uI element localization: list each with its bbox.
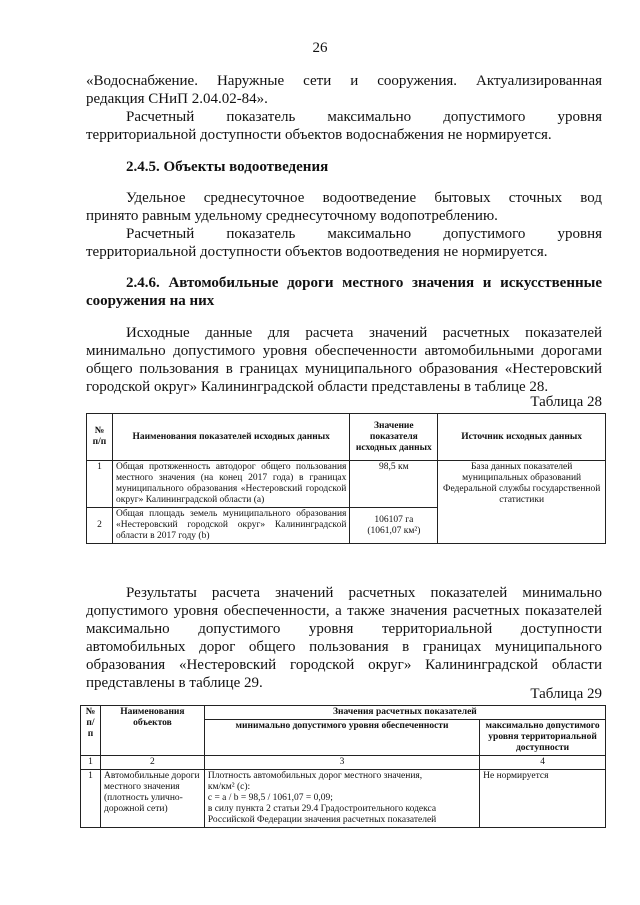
text-line: Расчетный показатель максимально допустимого уровня: [126, 109, 602, 125]
header-num: № п/п: [81, 706, 101, 756]
section-heading-2-4-6: [86, 274, 602, 310]
header-name: Наименования показателей исходных данных: [112, 414, 349, 461]
table-row: [81, 770, 606, 828]
section-heading-2-4-5: 2.4.5. Объекты водоотведения: [126, 159, 329, 175]
header-source: Источник исходных данных: [438, 414, 606, 461]
column-number-row: [81, 756, 606, 770]
cell-name: Общая протяженность автодорог общего пользования местного значения (на конец 2017 года) в границах муниципального образования «Нестеровский городской округ» Калининградской области (a): [112, 461, 349, 508]
col-number: 2: [100, 756, 204, 770]
cell-min-level: [204, 770, 479, 828]
table-header-row: [81, 706, 606, 720]
table-header-row: [87, 414, 606, 461]
min-line: км/км² (c):: [207, 782, 251, 792]
header-value: Значение показателя исходных данных: [350, 414, 438, 461]
text-line: Удельное среднесуточное водоотведение бытовых сточных вод: [126, 190, 602, 206]
cell-value: 98,5 км: [350, 461, 438, 508]
cell-num: 1: [81, 770, 101, 828]
text-line: «Водоснабжение. Наружные сети и сооружения. Актуализированная: [86, 73, 602, 89]
paragraph-table28-intro: Исходные данные для расчета значений расчетных показателей минимально допустимого уровня обеспеченности автомобильными дорогами общего пользования в границах муниципального образования «Нестеровский городской округ» Калининградской области представлены в таблице 28.: [86, 325, 602, 395]
cell-name: Общая площадь земель муниципального образования «Нестеровский городской округ» Калининградской области в 2017 году (b): [112, 508, 349, 544]
min-line: c = a / b = 98,5 / 1061,07 = 0,09;: [207, 793, 333, 803]
cell-value: [350, 508, 438, 544]
page-number: 26: [312, 40, 328, 56]
header-values-group: Значения расчетных показателей: [204, 706, 605, 720]
cell-num: 1: [87, 461, 113, 508]
text-line: территориальной доступности объектов водоотведения не нормируется.: [86, 244, 548, 260]
col-number: 1: [81, 756, 101, 770]
text-line: редакция СНиП 2.04.02-84».: [86, 91, 268, 107]
min-line: Плотность автомобильных дорог местного значения,: [207, 771, 423, 781]
heading-line: сооружения на них: [86, 293, 215, 309]
min-line: Российской Федерации значения расчетных показателей: [207, 815, 437, 825]
col-number: 3: [204, 756, 479, 770]
cell-source: База данных показателей муниципальных образований Федеральной службы государственной статистики: [438, 461, 606, 544]
header-name: Наименования объектов: [100, 706, 204, 756]
cell-name: Автомобильные дороги местного значения (плотность улично-дорожной сети): [100, 770, 204, 828]
text-line: принято равным удельному среднесуточному водопотреблению.: [86, 208, 498, 224]
col-number: 4: [480, 756, 606, 770]
cell-num: 2: [87, 508, 113, 544]
text-line: территориальной доступности объектов водоснабжения не нормируется.: [86, 127, 552, 143]
table-row: [87, 461, 606, 508]
table-29: [80, 705, 606, 828]
min-line: в силу пункта 2 статьи 29.4 Градостроительного кодекса: [207, 804, 437, 814]
paragraph-water-supply-norm: [86, 72, 602, 108]
table28-caption: Таблица 28: [530, 394, 602, 410]
header-min-level: минимально допустимого уровня обеспеченности: [204, 720, 479, 756]
paragraph-table29-intro: Результаты расчета значений расчетных показателей минимально допустимого уровня обеспеченности, а также значения расчетных показателей максимально допустимого уровня территориальной доступности автомобильных дорог общего пользования в границах муниципального образования «Нестеровский городской округ» Калининградской области представлены в таблице 29.: [86, 585, 602, 691]
value-line: 106107 га: [374, 514, 414, 525]
paragraph-drainage-accessibility: [86, 225, 602, 261]
paragraph-water-supply-accessibility: [86, 108, 602, 144]
header-max-level: максимально допустимого уровня территориальной доступности: [480, 720, 606, 756]
table-28: [86, 413, 606, 544]
table29-caption: Таблица 29: [530, 686, 602, 702]
header-num: № п/п: [87, 414, 113, 461]
cell-max-level: Не нормируется: [480, 770, 606, 828]
heading-line: 2.4.6. Автомобильные дороги местного значения и искусственные: [126, 275, 602, 291]
paragraph-drainage-rate: [86, 189, 602, 225]
text-line: Расчетный показатель максимально допустимого уровня: [126, 226, 602, 242]
value-line: (1061,07 км²): [367, 525, 421, 536]
